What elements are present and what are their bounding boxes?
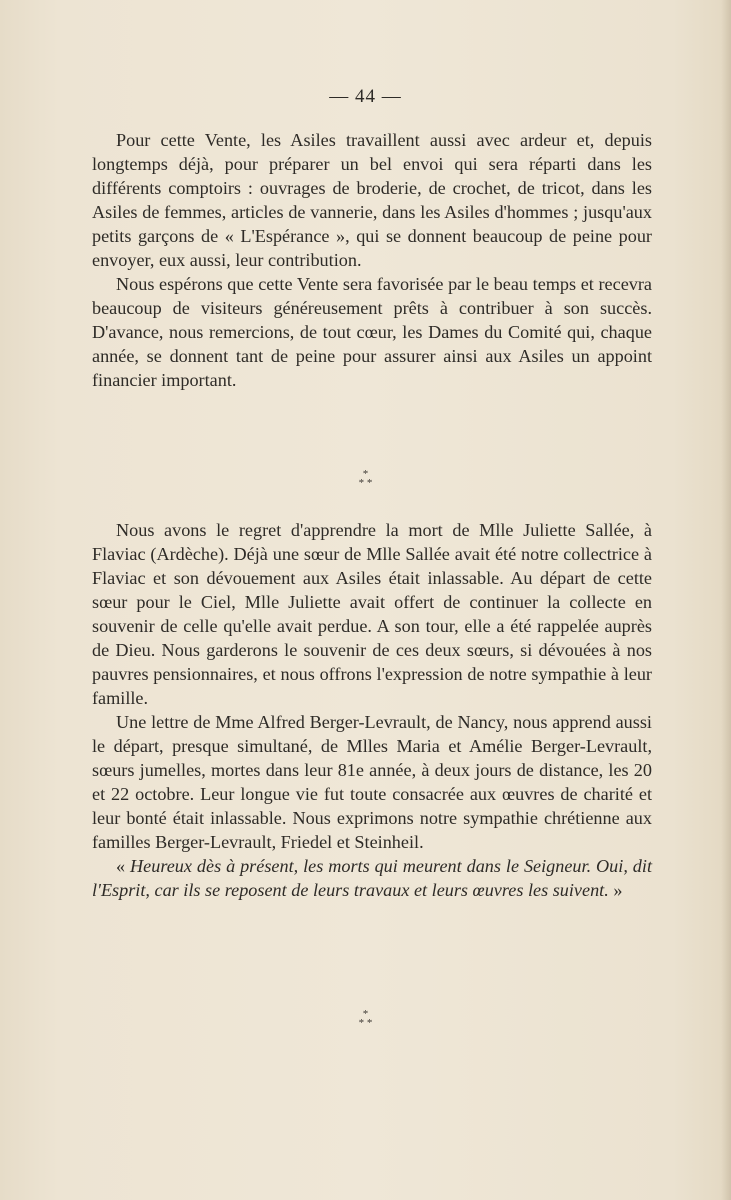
separator-star-bottom: * *	[358, 1017, 373, 1029]
quote-open-mark: «	[116, 856, 131, 876]
separator-asterism	[0, 470, 731, 488]
paragraph-berger-levrault: Une lettre de Mme Alfred Berger-Levrault, de Nancy, nous apprend aussi le départ, presque simultané, de Mlles Maria et Amélie Berger-Levrault, sœurs jumelles, mortes dans leur 81e année, à deux jours de distance, les 20 et 22 octobre. Leur longue vie fut toute consacrée aux œuvres de charité et leur bonté était inlassable. Nous exprimons notre sympathie chrétienne aux familles Berger-Levrault, Friedel et Steinheil.	[92, 712, 652, 852]
separator-star-top: *	[362, 468, 369, 480]
section-vente	[92, 128, 652, 392]
section-obituaries	[92, 518, 652, 902]
separator-star-bottom: * *	[358, 477, 373, 489]
separator-asterism-bottom	[0, 1010, 731, 1028]
paragraph-sallee: Nous avons le regret d'apprendre la mort de Mlle Juliette Sallée, à Flaviac (Ardèche). Déjà une sœur de Mlle Sallée avait été notre collectrice à Flaviac et son dévouement aux Asiles était inlassable. Au départ de cette sœur pour le Ciel, Mlle Juliette avait offert de continuer la collecte en souvenir de celle qu'elle avait perdue. A son tour, elle a été rappelée auprès de Dieu. Nous garderons le souvenir de ces deux sœurs, si dévouées à nos pauvres pensionnaires, et nous offrons l'expression de notre sympathie à leur famille.	[92, 520, 652, 708]
quote-text: Heureux dès à présent, les morts qui meurent dans le Seigneur. Oui, dit l'Esprit, car ils se reposent de leurs travaux et leurs œuvres les suivent.	[92, 856, 653, 900]
scripture-quote	[92, 854, 652, 902]
paragraph-vente-asiles: Pour cette Vente, les Asiles travaillent aussi avec ardeur et, depuis longtemps déjà, pour préparer un bel envoi qui sera réparti dans les différents comptoirs : ouvrages de broderie, de crochet, de tricot, dans les Asiles de femmes, articles de vannerie, dans les Asiles d'hommes ; jusqu'aux petits garçons de « L'Espérance », qui se donnent beaucoup de peine pour envoyer, eux aussi, leur contribution.	[92, 130, 652, 270]
separator-star-top: *	[362, 1008, 369, 1020]
quote-close-mark: »	[608, 880, 623, 900]
paragraph-vente-esperance: Nous espérons que cette Vente sera favorisée par le beau temps et recevra beaucoup de visiteurs généreusement prêts à contribuer à son succès. D'avance, nous remercions, de tout cœur, les Dames du Comité qui, chaque année, se donnent tant de peine pour assurer ainsi aux Asiles un appoint financier important.	[92, 274, 652, 390]
page-number: — 44 —	[329, 86, 402, 107]
